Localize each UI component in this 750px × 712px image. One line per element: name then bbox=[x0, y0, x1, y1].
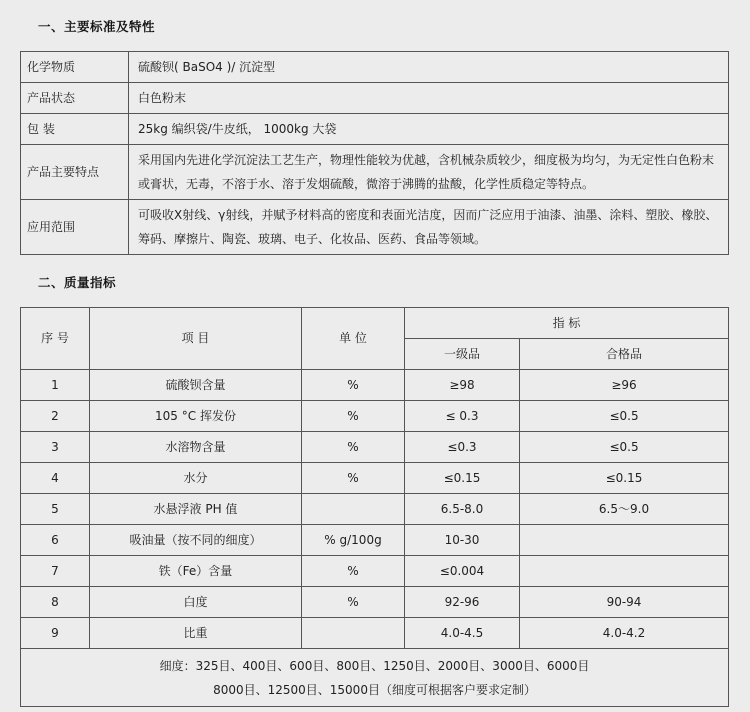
cell-grade1: 6.5-8.0 bbox=[405, 494, 520, 525]
fineness-line-1: 细度：325目、400目、600目、800目、1250目、2000目、3000目、6000目 bbox=[159, 658, 590, 673]
row-label: 化学物质 bbox=[21, 52, 129, 83]
header-index: 指 标 bbox=[405, 308, 729, 339]
table-row bbox=[21, 200, 729, 255]
table-row bbox=[21, 463, 729, 494]
cell-unit: % bbox=[302, 463, 405, 494]
row-value: 可吸收X射线、γ射线，并赋予材料高的密度和表面光洁度，因而广泛应用于油漆、油墨、涂料、塑胶、橡胶、筹码、摩擦片、陶瓷、玻璃、电子、化妆品、医药、食品等领域。 bbox=[129, 200, 729, 255]
header-grade1: 一级品 bbox=[405, 339, 520, 370]
row-label: 产品主要特点 bbox=[21, 145, 129, 200]
table-row bbox=[21, 401, 729, 432]
section-title-quality: 二、质量指标 bbox=[38, 275, 117, 290]
cell-unit: % bbox=[302, 556, 405, 587]
row-value: 采用国内先进化学沉淀法工艺生产，物理性能较为优越，含机械杂质较少，细度极为均匀，为无定性白色粉末或膏状，无毒，不溶于水、溶于发烟硫酸，微溶于沸腾的盐酸，化学性质稳定等特点。 bbox=[129, 145, 729, 200]
cell-unit: % g/100g bbox=[302, 525, 405, 556]
cell-no: 4 bbox=[21, 463, 90, 494]
cell-no: 3 bbox=[21, 432, 90, 463]
cell-item: 105 °C 挥发份 bbox=[90, 401, 302, 432]
cell-grade1: 92-96 bbox=[405, 587, 520, 618]
cell-item: 白度 bbox=[90, 587, 302, 618]
header-row bbox=[21, 308, 729, 339]
cell-no: 8 bbox=[21, 587, 90, 618]
cell-grade2: 4.0-4.2 bbox=[520, 618, 729, 649]
row-label: 应用范围 bbox=[21, 200, 129, 255]
header-no: 序 号 bbox=[21, 308, 90, 370]
cell-item: 水溶物含量 bbox=[90, 432, 302, 463]
cell-grade2: ≥96 bbox=[520, 370, 729, 401]
fineness-line-2: 8000目、12500目、15000目（细度可根据客户要求定制） bbox=[213, 682, 536, 697]
cell-item: 硫酸钡含量 bbox=[90, 370, 302, 401]
cell-grade1: ≤0.3 bbox=[405, 432, 520, 463]
cell-grade1: ≤0.004 bbox=[405, 556, 520, 587]
cell-grade2: 6.5～9.0 bbox=[520, 494, 729, 525]
header-unit: 单 位 bbox=[302, 308, 405, 370]
cell-grade2 bbox=[520, 525, 729, 556]
cell-unit: % bbox=[302, 370, 405, 401]
table-row bbox=[21, 432, 729, 463]
cell-unit bbox=[302, 618, 405, 649]
table-row bbox=[21, 556, 729, 587]
cell-grade1: 4.0-4.5 bbox=[405, 618, 520, 649]
cell-unit: % bbox=[302, 587, 405, 618]
quality-table bbox=[20, 307, 729, 707]
table-row bbox=[21, 587, 729, 618]
table-row bbox=[21, 370, 729, 401]
cell-item: 水悬浮液 PH 值 bbox=[90, 494, 302, 525]
cell-grade1: 10-30 bbox=[405, 525, 520, 556]
table-row bbox=[21, 52, 729, 83]
cell-grade2: ≤0.15 bbox=[520, 463, 729, 494]
table-row bbox=[21, 83, 729, 114]
cell-grade1: ≤0.15 bbox=[405, 463, 520, 494]
cell-unit: % bbox=[302, 432, 405, 463]
table-row bbox=[21, 114, 729, 145]
cell-unit: % bbox=[302, 401, 405, 432]
table-row bbox=[21, 494, 729, 525]
cell-no: 6 bbox=[21, 525, 90, 556]
cell-item: 比重 bbox=[90, 618, 302, 649]
cell-no: 1 bbox=[21, 370, 90, 401]
cell-unit bbox=[302, 494, 405, 525]
section-title-standards: 一、主要标准及特性 bbox=[38, 19, 156, 34]
cell-grade2: ≤0.5 bbox=[520, 401, 729, 432]
row-value: 白色粉末 bbox=[129, 83, 729, 114]
standards-table bbox=[20, 51, 729, 255]
cell-grade1: ≥98 bbox=[405, 370, 520, 401]
row-label: 包 装 bbox=[21, 114, 129, 145]
row-value: 硫酸钡( BaSO4 )/ 沉淀型 bbox=[129, 52, 729, 83]
cell-no: 7 bbox=[21, 556, 90, 587]
table-row bbox=[21, 145, 729, 200]
cell-grade2: 90-94 bbox=[520, 587, 729, 618]
fineness-note bbox=[21, 649, 729, 707]
cell-no: 2 bbox=[21, 401, 90, 432]
row-label: 产品状态 bbox=[21, 83, 129, 114]
header-item: 项 目 bbox=[90, 308, 302, 370]
cell-item: 水分 bbox=[90, 463, 302, 494]
footer-row bbox=[21, 649, 729, 707]
table-row bbox=[21, 618, 729, 649]
cell-grade2: ≤0.5 bbox=[520, 432, 729, 463]
cell-grade1: ≤ 0.3 bbox=[405, 401, 520, 432]
header-grade2: 合格品 bbox=[520, 339, 729, 370]
cell-item: 铁（Fe）含量 bbox=[90, 556, 302, 587]
cell-item: 吸油量（按不同的细度） bbox=[90, 525, 302, 556]
table-row bbox=[21, 525, 729, 556]
cell-no: 5 bbox=[21, 494, 90, 525]
cell-no: 9 bbox=[21, 618, 90, 649]
row-value: 25kg 编织袋/牛皮纸， 1000kg 大袋 bbox=[129, 114, 729, 145]
cell-grade2 bbox=[520, 556, 729, 587]
